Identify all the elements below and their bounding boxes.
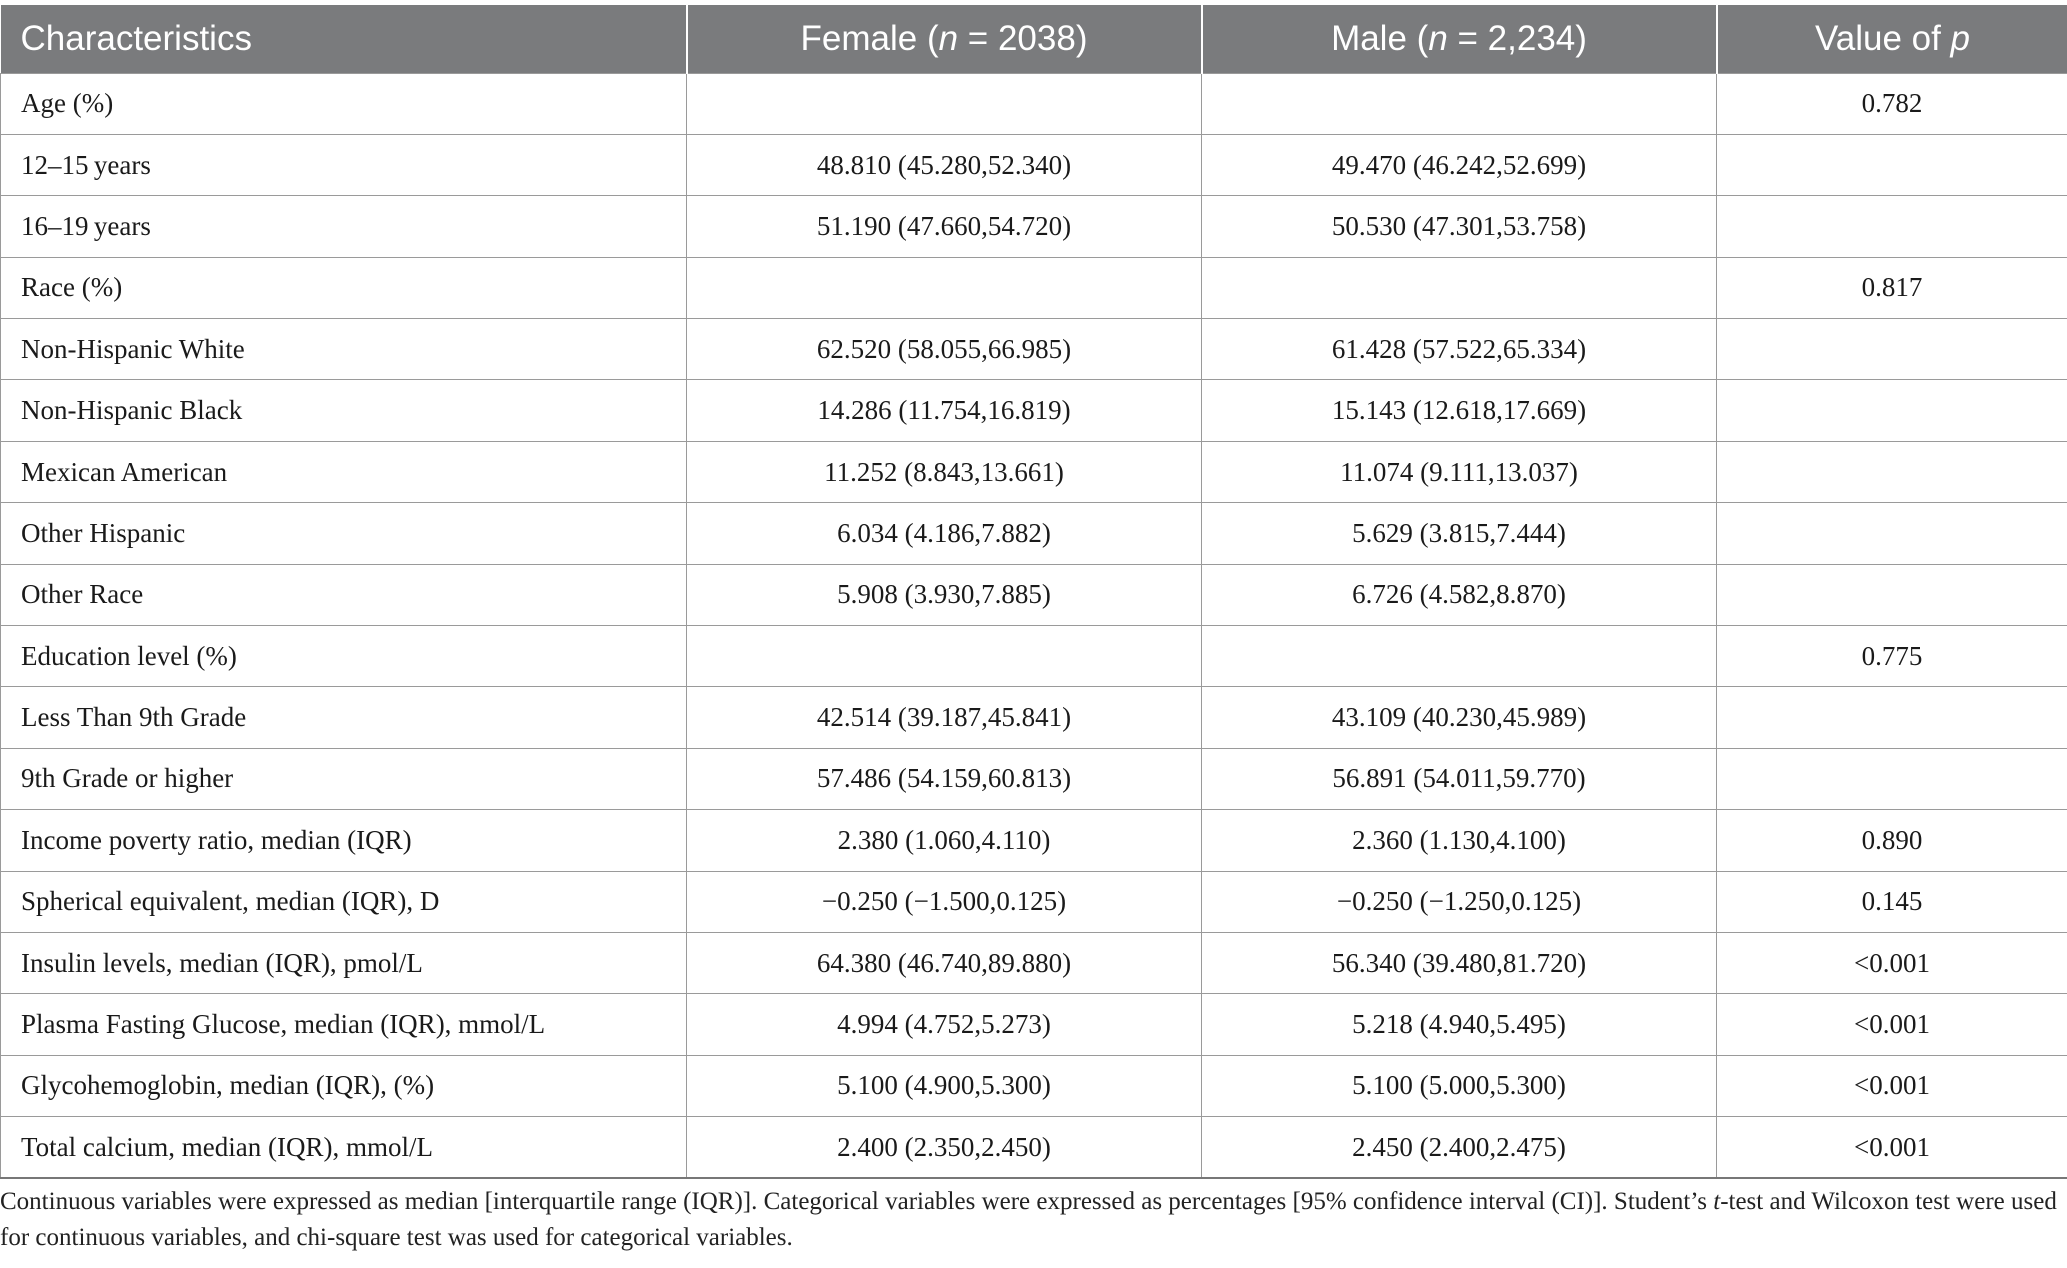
cell-characteristic: Income poverty ratio, median (IQR): [1, 810, 687, 871]
cell-male: 5.218 (4.940,5.495): [1202, 994, 1717, 1055]
table-row: [1, 73, 2067, 134]
cell-male: 6.726 (4.582,8.870): [1202, 564, 1717, 625]
cell-characteristic: Non-Hispanic White: [1, 319, 687, 380]
cell-male: [1202, 73, 1717, 134]
table-row: [1, 380, 2067, 441]
cell-p-value: [1717, 319, 2067, 380]
cell-characteristic: Mexican American: [1, 441, 687, 502]
table-row: [1, 564, 2067, 625]
data-table-container: [0, 5, 2067, 1179]
cell-male: [1202, 626, 1717, 687]
cell-male: 15.143 (12.618,17.669): [1202, 380, 1717, 441]
cell-male: 49.470 (46.242,52.699): [1202, 134, 1717, 195]
table-row: [1, 196, 2067, 257]
cell-male: 11.074 (9.111,13.037): [1202, 441, 1717, 502]
cell-male: 5.100 (5.000,5.300): [1202, 1055, 1717, 1116]
cell-female: 42.514 (39.187,45.841): [687, 687, 1202, 748]
table-footnote: Continuous variables were expressed as median [interquartile range (IQR)]. Categorical variables were expressed as percentages [95% confidence interval (CI)]. Student’s t-test and Wilcoxon test were used for continuous variables, and chi-square test was used for categorical variables.: [0, 1188, 2057, 1251]
header-p-value: Value of p: [1717, 5, 2067, 73]
table-row: [1, 932, 2067, 993]
cell-female: 6.034 (4.186,7.882): [687, 503, 1202, 564]
table-row: [1, 1117, 2067, 1178]
cell-characteristic: 16–19 years: [1, 196, 687, 257]
cell-p-value: [1717, 196, 2067, 257]
cell-male: −0.250 (−1.250,0.125): [1202, 871, 1717, 932]
cell-p-value: [1717, 441, 2067, 502]
cell-p-value: 0.817: [1717, 257, 2067, 318]
table-row: [1, 871, 2067, 932]
cell-male: 50.530 (47.301,53.758): [1202, 196, 1717, 257]
cell-characteristic: 12–15 years: [1, 134, 687, 195]
cell-p-value: [1717, 687, 2067, 748]
cell-characteristic: Non-Hispanic Black: [1, 380, 687, 441]
cell-female: 11.252 (8.843,13.661): [687, 441, 1202, 502]
cell-female: 57.486 (54.159,60.813): [687, 748, 1202, 809]
table-row: [1, 748, 2067, 809]
cell-p-value: [1717, 564, 2067, 625]
cell-female: 5.100 (4.900,5.300): [687, 1055, 1202, 1116]
cell-female: [687, 626, 1202, 687]
cell-characteristic: 9th Grade or higher: [1, 748, 687, 809]
cell-female: 5.908 (3.930,7.885): [687, 564, 1202, 625]
cell-female: 14.286 (11.754,16.819): [687, 380, 1202, 441]
cell-characteristic: Plasma Fasting Glucose, median (IQR), mmol/L: [1, 994, 687, 1055]
cell-characteristic: Insulin levels, median (IQR), pmol/L: [1, 932, 687, 993]
cell-female: 4.994 (4.752,5.273): [687, 994, 1202, 1055]
table-row: [1, 626, 2067, 687]
cell-female: 2.380 (1.060,4.110): [687, 810, 1202, 871]
characteristics-table: [0, 5, 2067, 1179]
header-male: Male (n = 2,234): [1202, 5, 1717, 73]
table-row: [1, 319, 2067, 380]
cell-female: 51.190 (47.660,54.720): [687, 196, 1202, 257]
cell-female: 2.400 (2.350,2.450): [687, 1117, 1202, 1178]
header-female: Female (n = 2038): [687, 5, 1202, 73]
cell-male: 2.360 (1.130,4.100): [1202, 810, 1717, 871]
cell-female: −0.250 (−1.500,0.125): [687, 871, 1202, 932]
cell-male: 61.428 (57.522,65.334): [1202, 319, 1717, 380]
cell-characteristic: Total calcium, median (IQR), mmol/L: [1, 1117, 687, 1178]
cell-characteristic: Other Race: [1, 564, 687, 625]
cell-male: 5.629 (3.815,7.444): [1202, 503, 1717, 564]
table-row: [1, 810, 2067, 871]
cell-female: 62.520 (58.055,66.985): [687, 319, 1202, 380]
cell-characteristic: Glycohemoglobin, median (IQR), (%): [1, 1055, 687, 1116]
cell-characteristic: Less Than 9th Grade: [1, 687, 687, 748]
cell-p-value: [1717, 134, 2067, 195]
cell-p-value: [1717, 380, 2067, 441]
cell-female: [687, 257, 1202, 318]
cell-female: 64.380 (46.740,89.880): [687, 932, 1202, 993]
cell-characteristic: Spherical equivalent, median (IQR), D: [1, 871, 687, 932]
cell-male: 56.340 (39.480,81.720): [1202, 932, 1717, 993]
table-row: [1, 257, 2067, 318]
cell-p-value: 0.145: [1717, 871, 2067, 932]
cell-male: 56.891 (54.011,59.770): [1202, 748, 1717, 809]
cell-female: [687, 73, 1202, 134]
cell-characteristic: Race (%): [1, 257, 687, 318]
header-characteristics: Characteristics: [1, 5, 687, 73]
cell-characteristic: Education level (%): [1, 626, 687, 687]
cell-p-value: <0.001: [1717, 932, 2067, 993]
cell-p-value: 0.782: [1717, 73, 2067, 134]
table-row: [1, 1055, 2067, 1116]
cell-p-value: [1717, 503, 2067, 564]
cell-p-value: <0.001: [1717, 994, 2067, 1055]
cell-characteristic: Age (%): [1, 73, 687, 134]
table-row: [1, 134, 2067, 195]
table-row: [1, 441, 2067, 502]
cell-male: 2.450 (2.400,2.475): [1202, 1117, 1717, 1178]
cell-female: 48.810 (45.280,52.340): [687, 134, 1202, 195]
table-body: [1, 73, 2067, 1178]
cell-male: 43.109 (40.230,45.989): [1202, 687, 1717, 748]
cell-characteristic: Other Hispanic: [1, 503, 687, 564]
table-row: [1, 687, 2067, 748]
cell-p-value: <0.001: [1717, 1055, 2067, 1116]
cell-p-value: 0.775: [1717, 626, 2067, 687]
cell-male: [1202, 257, 1717, 318]
cell-p-value: [1717, 748, 2067, 809]
cell-p-value: 0.890: [1717, 810, 2067, 871]
cell-p-value: <0.001: [1717, 1117, 2067, 1178]
table-header-row: [1, 5, 2067, 73]
table-row: [1, 994, 2067, 1055]
table-row: [1, 503, 2067, 564]
